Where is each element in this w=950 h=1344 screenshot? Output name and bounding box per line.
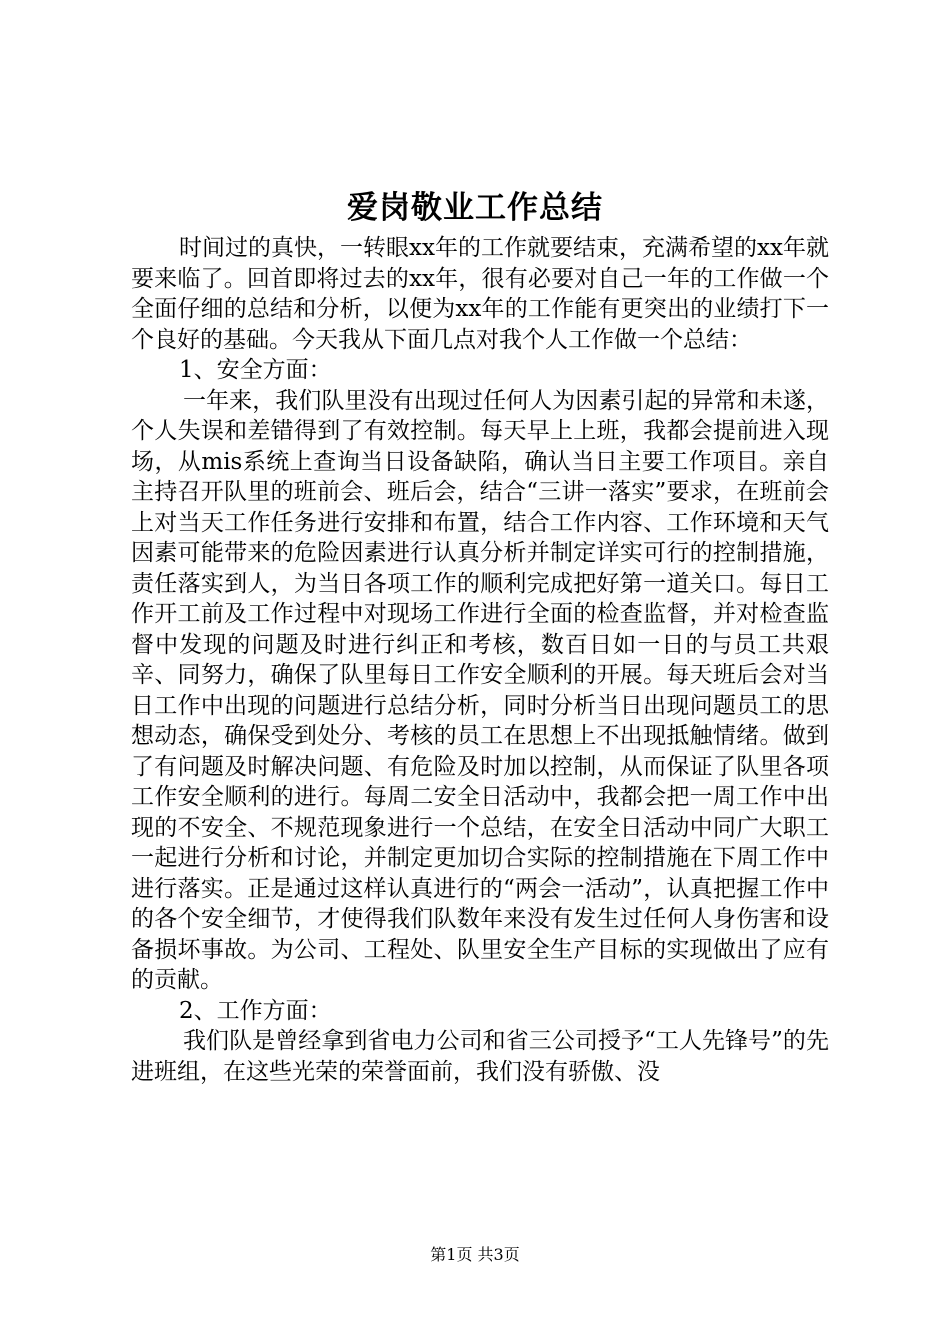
paragraph-intro: 时间过的真快，一转眼xx年的工作就要结束，充满希望的xx年就要来临了。回首即将过去的xx年，很有必要对自己一年的工作做一个全面仔细的总结和分析，以便为xx年的工作能有更突出的业绩打下一个良好的基础。今天我从下面几点对我个人工作做一个总结： [131,235,829,353]
page-number-footer: 第1页 共3页 [430,1245,520,1264]
paragraph-work: 我们队是曾经拿到省电力公司和省三公司授予“工人先锋号”的先进班组，在这些光荣的荣誉面前，我们没有骄傲、没 [131,1028,829,1085]
document-title: 爱岗敬业工作总结 [347,190,603,226]
section-heading-safety: 1、安全方面： [179,357,332,383]
paragraph-safety: 一年来，我们队里没有出现过任何人为因素引起的异常和未遂，个人失误和差错得到了有效控制。每天早上上班，我都会提前进入现场，从mis系统上查询当日设备缺陷，确认当日主要工作项目。亲自主持召开队里的班前会、班后会，结合“三讲一落实”要求，在班前会上对当天工作任务进行安排和布置，结合工作内容、工作环境和天气因素可能带来的危险因素进行认真分析并制定详实可行的控制措施，责任落实到人，为当日各项工作的顺利完成把好第一道关口。每日工作开工前及工作过程中对现场工作进行全面的检查监督，并对检查监督中发现的问题及时进行纠正和考核，数百日如一日的与员工共艰辛、同努力，确保了队里每日工作安全顺利的开展。每天班后会对当日工作中出现的问题进行总结分析，同时分析当日出现问题员工的思想动态，确保受到处分、考核的员工在思想上不出现抵触情绪。做到了有问题及时解决问题、有危险及时加以控制，从而保证了队里各项工作安全顺利的进行。每周二安全日活动中，我都会把一周工作中出现的不安全、不规范现象进行一个总结，在安全日活动中同广大职工一起进行分析和讨论，并制定更加切合实际的控制措施在下周工作中进行落实。正是通过这样认真进行的“两会一活动”，认真把握工作中的各个安全细节，才使得我们队数年来没有发生过任何人身伤害和设备损坏事故。为公司、工程处、队里安全生产目标的实现做出了应有的贡献。 [131,387,829,993]
document-body [131,233,829,1087]
section-heading-work: 2、工作方面： [179,997,332,1024]
